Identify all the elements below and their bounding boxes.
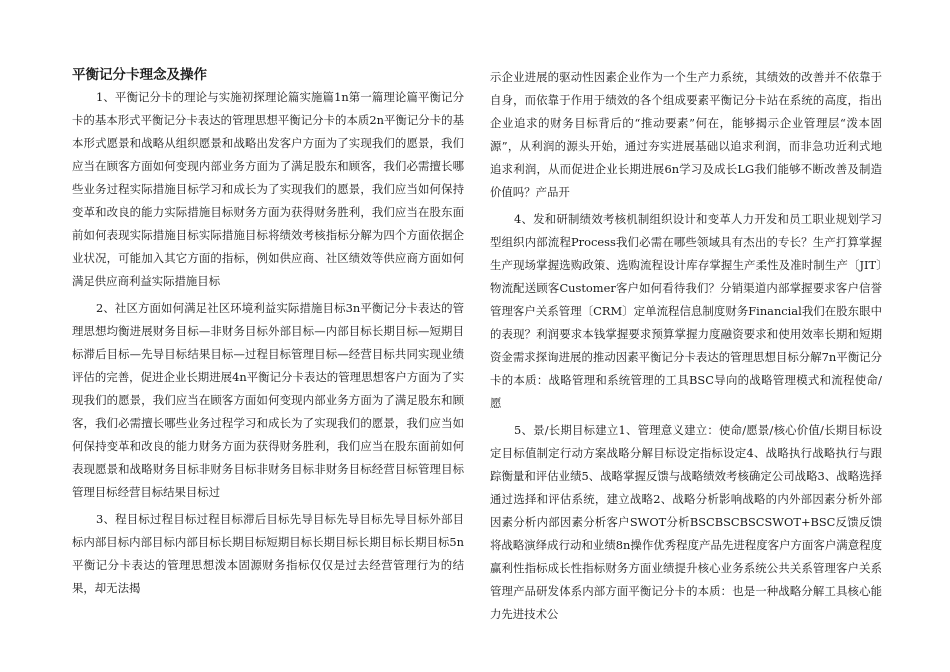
paragraph-3: 3、程目标过程目标过程目标滞后目标先导目标先导目标先导目标外部目标内部目标内部目标内部目标长期目标短期目标长期目标长期目标长期目标5n平衡记分卡表达的管理思想泼本固源财务指标仅仅是过去经营管理行为的结果，却无法揭 <box>72 512 464 595</box>
paragraph-4: 4、发和研制绩效考核机制组织设计和变革人力开发和员工职业规划学习型组织内部流程Process我们必需在哪些领域具有杰出的专长？生产打算掌握生产现场掌握选购政策、选购流程设计库存掌握生产柔性及准时制生产〔JIT〕物流配送顾客Customer客户如何看待我们？分销渠道内部掌握要求客户信誉管理客户关系管理〔CRM〕定单流程信息制度财务Financial我们在股东眼中的表现？利润要求本钱掌握要求预算掌握力度融资要求和使用效率长期和短期资金需求探询进展的推动因素平衡记分卡表达的管理思想目标分解7n平衡记分卡的本质：战略管理和系统管理的工具BSC导向的战略管理模式和流程使命/愿 <box>490 212 882 410</box>
paragraph-2: 2、社区方面如何满足社区环境利益实际措施目标3n平衡记分卡表达的管理思想均衡进展财务目标—非财务目标外部目标—内部目标长期目标—短期目标滞后目标—先导目标结果目标—过程目标管理目标—经营目标共同实现业绩评估的完善，促进企业长期进展4n平衡记分卡表达的管理思想客户方面为了实现我们的愿景，我们应当在顾客方面如何变现内部业务方面为了满足股东和顾客，我们必需擅长哪些业务过程学习和成长为了实现我们的愿景，我们应当如何保持变革和改良的能力财务方面为获得财务胜利，我们应当在股东面前如何表现愿景和战略财务目标非财务目标非财务目标非财务目标经营目标管理目标管理目标经营目标结果目标过 <box>72 301 464 499</box>
document-title: 平衡记分卡理念及操作 <box>72 67 207 83</box>
right-column <box>490 66 882 630</box>
paragraph-3-continued: 示企业进展的驱动性因素企业作为一个生产力系统，其绩效的改善并不依靠于自身，而依靠于作用于绩效的各个组成要素平衡记分卡站在系统的高度，指出企业追求的财务目标背后的“推动要素”何在，能够揭示企业管理层“泼本固源”，从利润的源头开始，通过夯实进展基础以追求利润，而非急功近利式地追求利润，从而促进企业长期进展6n学习及成长LG我们能够不断改善及制造价值吗？产品开 <box>490 70 882 199</box>
paragraph-5: 5、景/长期目标建立1、管理意义建立：使命/愿景/核心价值/长期目标设定目标值制定行动方案战略分解目标设定指标设定4、战略执行战略执行与跟踪衡量和评估业绩5、战略掌握反馈与战略绩效考核确定公司战略3、战略选择通过选择和评估系统，建立战略2、战略分析影响战略的内外部因素分析外部因素分析内部因素分析客户SWOT分析BSCBSCBSCSWOT+BSC反馈反馈将战略演绎成行动和业绩8n操作优秀程度产品先进程度客户方面客户满意程度赢利性指标成长性指标财务方面业绩提升核心业务系统公共关系管理客户关系管理产品研发体系内部方面平衡记分卡的本质：也是一种战略分解工具核心能力先进技术公 <box>490 423 882 621</box>
paragraph-1: 1、平衡记分卡的理论与实施初探理论篇实施篇1n第一篇理论篇平衡记分卡的基本形式平衡记分卡表达的管理思想平衡记分卡的本质2n平衡记分卡的基本形式愿景和战略从组织愿景和战略出发客户方面为了实现我们的愿景，我们应当在顾客方面如何变现内部业务方面为了满足股东和顾客，我们必需擅长哪些业务过程实际措施目标学习和成长为了实现我们的愿景，我们应当如何保持变革和改良的能力实际措施目标财务方面为获得财务胜利，我们应当在股东面前如何表现实际措施目标实际措施目标将绩效考核指标分解为四个方面依据企业状况，可能加入其它方面的指标，例如供应商、社区绩效等供应商方面如何满足供应商利益实际措施目标 <box>72 90 464 288</box>
left-column <box>72 64 464 604</box>
